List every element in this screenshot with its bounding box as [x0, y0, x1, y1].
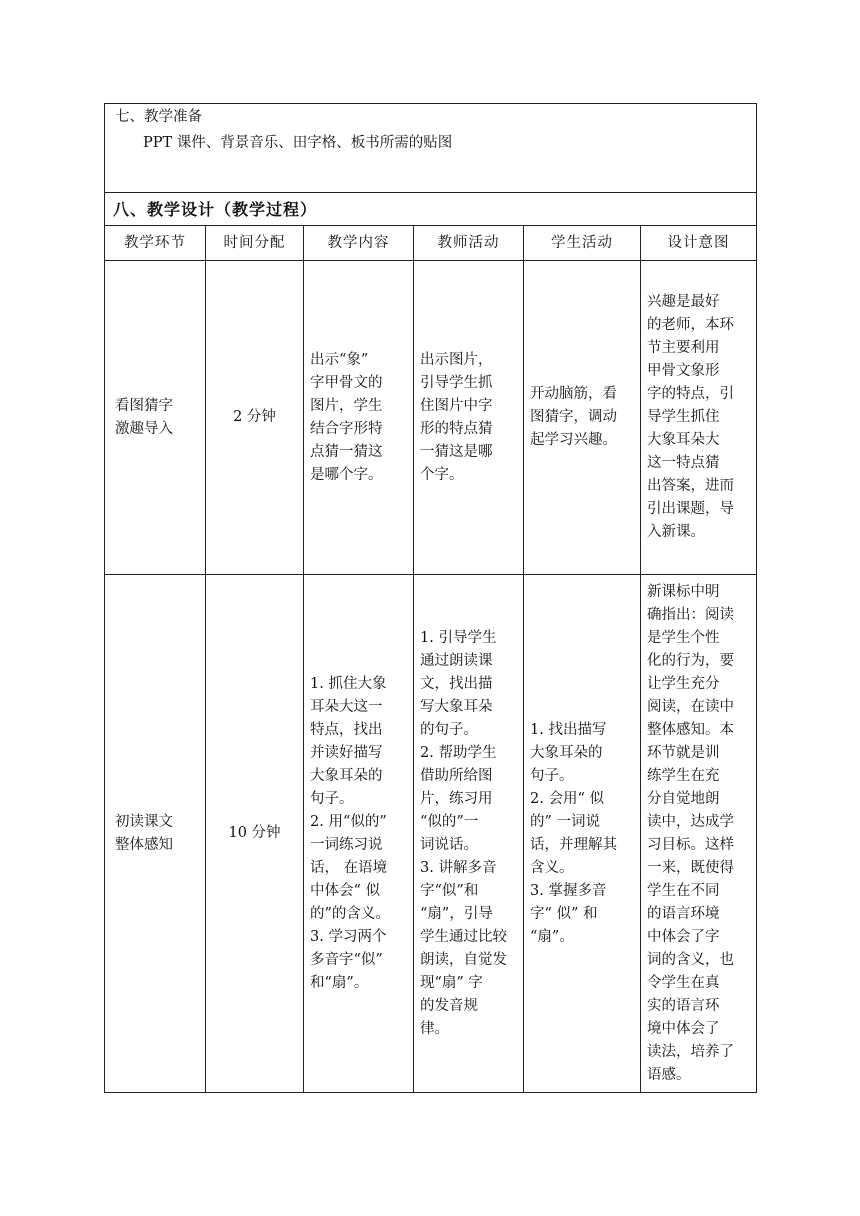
intent-text: 新课标中明 确指出：阅读 是学生个性 化的行为，要 让学生充分 阅读，在读中 整体感知。本 环节就是训 练学生在充 分自觉地朗 读中，达成学 习目标。这样 一来，既使得 学生在不同 的语言环境 中体会了字 词的含义，也 令学生在真 实的语言环 境中体会了 读法，培养了 语感。	[647, 583, 734, 1083]
section-title: 八、教学设计（教学过程）	[105, 193, 757, 226]
intent-cell	[641, 575, 757, 1093]
teacher-cell	[414, 261, 524, 575]
prep-title: 七、教学准备	[115, 109, 202, 125]
header-student: 学生活动	[524, 226, 641, 261]
header-time: 时间分配	[206, 226, 304, 261]
intent-cell	[641, 261, 757, 575]
intent-text: 兴趣是最好 的老师，本环 节主要利用 甲骨文象形 字的特点，引 导学生抓住 大象耳朵大 这一特点猜 出答案，进而 引出课题，导 入新课。	[647, 294, 734, 540]
student-cell	[524, 575, 641, 1093]
table-row	[105, 575, 757, 1093]
lesson-plan-page	[104, 103, 756, 1093]
lesson-plan-table	[104, 103, 757, 1093]
prep-body: PPT 课件、背景音乐、田字格、板书所需的贴图	[143, 135, 453, 151]
content-cell	[304, 575, 414, 1093]
time-text: 2 分钟	[233, 409, 276, 425]
stage-text: 看图猜字 激趣导入	[115, 397, 173, 437]
student-text: 开动脑筋，看 图猜字，调动 起学习兴趣。	[530, 386, 617, 448]
teacher-text: 出示图片， 引导学生抓 住图片中字 形的特点猜 一猜这是哪 个字。	[420, 351, 493, 483]
stage-text: 初读课文 整体感知	[115, 813, 173, 853]
header-stage: 教学环节	[105, 226, 206, 261]
header-teacher: 教师活动	[414, 226, 524, 261]
time-text: 10 分钟	[228, 825, 281, 841]
time-cell	[206, 575, 304, 1093]
time-cell	[206, 261, 304, 575]
content-text: 出示“象” 字甲骨文的 图片，学生 结合字形特 点猜一猜这 是哪个字。	[310, 351, 383, 483]
stage-cell	[105, 575, 206, 1093]
prep-cell	[105, 104, 757, 193]
section-row	[105, 193, 757, 226]
student-cell	[524, 261, 641, 575]
teacher-text: 1. 引导学生 通过朗读课 文，找出描 写大象耳朵 的句子。 2. 帮助学生 借助所给图 片，练习用 “似的”一 词说话。 3. 讲解多音 字“似”和 “扇”，引导 学生通过比较 朗读，自觉发 现“扇” 字 的发音规 律。	[420, 629, 507, 1037]
table-row	[105, 261, 757, 575]
content-cell	[304, 261, 414, 575]
teacher-cell	[414, 575, 524, 1093]
header-intent: 设计意图	[641, 226, 757, 261]
student-text: 1. 找出描写 大象耳朵的 句子。 2. 会用“ 似 的” 一词说 话，并理解其 含义。 3. 掌握多音 字“ 似” 和 “扇”。	[530, 721, 617, 945]
prep-row	[105, 104, 757, 193]
header-content: 教学内容	[304, 226, 414, 261]
header-row	[105, 226, 757, 261]
content-text: 1. 抓住大象 耳朵大这一 特点，找出 并读好描写 大象耳朵的 句子。 2. 用“似的” 一词练习说 话， 在语境 中体会“ 似 的”的含义。 3. 学习两个 多音字“似” 和“扇”。	[310, 675, 390, 991]
stage-cell	[105, 261, 206, 575]
